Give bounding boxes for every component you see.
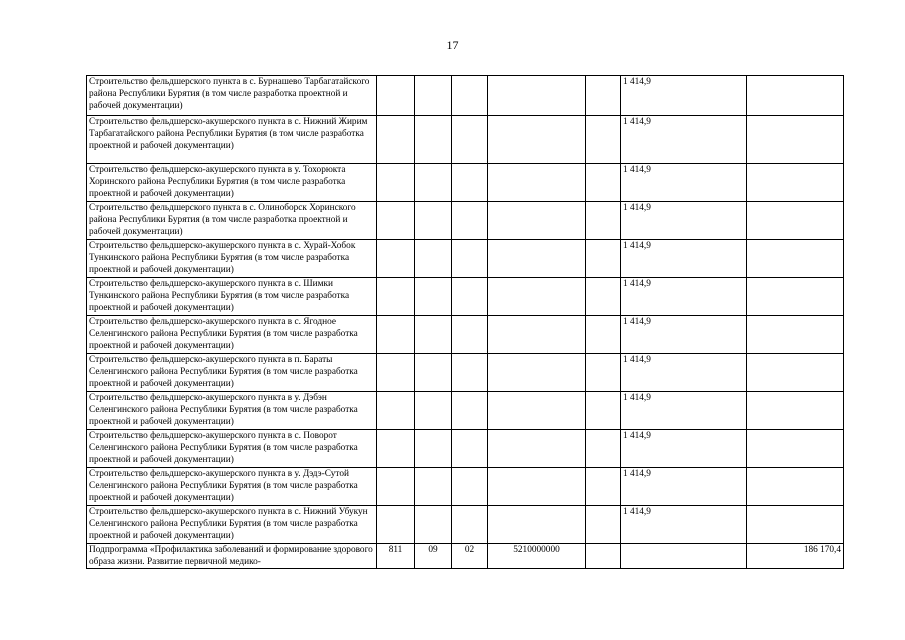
row-name: Строительство фельдшерского пункта в с. Бурнашево Тарбагатайского района Республики Бурятия (в том числе разработка проектной и рабочей документации) <box>87 76 377 116</box>
section-code: 09 <box>415 543 452 568</box>
target-article-code: 5210000000 <box>488 543 586 568</box>
row-amount: 1 414,9 <box>621 316 747 354</box>
row-amount: 1 414,9 <box>621 391 747 429</box>
row-amount: 1 414,9 <box>621 354 747 392</box>
row-amount: 1 414,9 <box>621 116 747 164</box>
table-row <box>87 76 844 116</box>
subprogram-row <box>87 543 844 568</box>
table-row <box>87 505 844 543</box>
row-name: Строительство фельдшерско-акушерского пункта в у. Тохорюкта Хоринского района Республики Бурятия (в том числе разработка проектной и рабочей документации) <box>87 164 377 202</box>
row-amount: 1 414,9 <box>621 505 747 543</box>
row-name: Строительство фельдшерско-акушерского пункта в п. Бараты Селенгинского района Республики Бурятия (в том числе разработка проектной и рабочей документации) <box>87 354 377 392</box>
table-row <box>87 278 844 316</box>
table-row <box>87 467 844 505</box>
row-amount: 1 414,9 <box>621 278 747 316</box>
row-amount: 1 414,9 <box>621 429 747 467</box>
table-row <box>87 202 844 240</box>
row-amount: 1 414,9 <box>621 202 747 240</box>
row-name: Строительство фельдшерско-акушерского пункта в у. Дэбэн Селенгинского района Республики Бурятия (в том числе разработка проектной и рабочей документации) <box>87 391 377 429</box>
table-row <box>87 316 844 354</box>
subsection-code: 02 <box>452 543 488 568</box>
row-name: Строительство фельдшерско-акушерского пункта в с. Шимки Тункинского района Республики Бурятия (в том числе разработка проектной и рабочей документации) <box>87 278 377 316</box>
row-name: Строительство фельдшерско-акушерского пункта в у. Дэдэ-Сутой Селенгинского района Республики Бурятия (в том числе разработка проектной и рабочей документации) <box>87 467 377 505</box>
row-amount: 1 414,9 <box>621 76 747 116</box>
row-name: Строительство фельдшерско-акушерского пункта в с. Нижний Жирим Тарбагатайского района Республики Бурятия (в том числе разработка проектной и рабочей документации) <box>87 116 377 164</box>
subprogram-name: Подпрограмма «Профилактика заболеваний и формирование здорового образа жизни. Развитие первичной медико- <box>87 543 377 568</box>
row-name: Строительство фельдшерско-акушерского пункта в с. Нижний Убукун Селенгинского района Республики Бурятия (в том числе разработка проектной и рабочей документации) <box>87 505 377 543</box>
table-row <box>87 164 844 202</box>
table-row <box>87 429 844 467</box>
row-name: Строительство фельдшерского пункта в с. Олиноборск Хоринского района Республики Бурятия (в том числе разработка проектной и рабочей документации) <box>87 202 377 240</box>
row-name: Строительство фельдшерско-акушерского пункта в с. Хурай-Хобок Тункинского района Республики Бурятия (в том числе разработка проектной и рабочей документации) <box>87 240 377 278</box>
row-name: Строительство фельдшерско-акушерского пункта в с. Поворот Селенгинского района Республики Бурятия (в том числе разработка проектной и рабочей документации) <box>87 429 377 467</box>
table-row <box>87 240 844 278</box>
subprogram-total: 186 170,4 <box>747 543 844 568</box>
table-row <box>87 391 844 429</box>
page-number: 17 <box>446 38 459 52</box>
budget-table <box>86 75 844 569</box>
row-amount: 1 414,9 <box>621 164 747 202</box>
row-amount: 1 414,9 <box>621 467 747 505</box>
row-amount: 1 414,9 <box>621 240 747 278</box>
table-row <box>87 116 844 164</box>
table-row <box>87 354 844 392</box>
row-name: Строительство фельдшерско-акушерского пункта в с. Ягодное Селенгинского района Республики Бурятия (в том числе разработка проектной и рабочей документации) <box>87 316 377 354</box>
ministry-code: 811 <box>377 543 415 568</box>
